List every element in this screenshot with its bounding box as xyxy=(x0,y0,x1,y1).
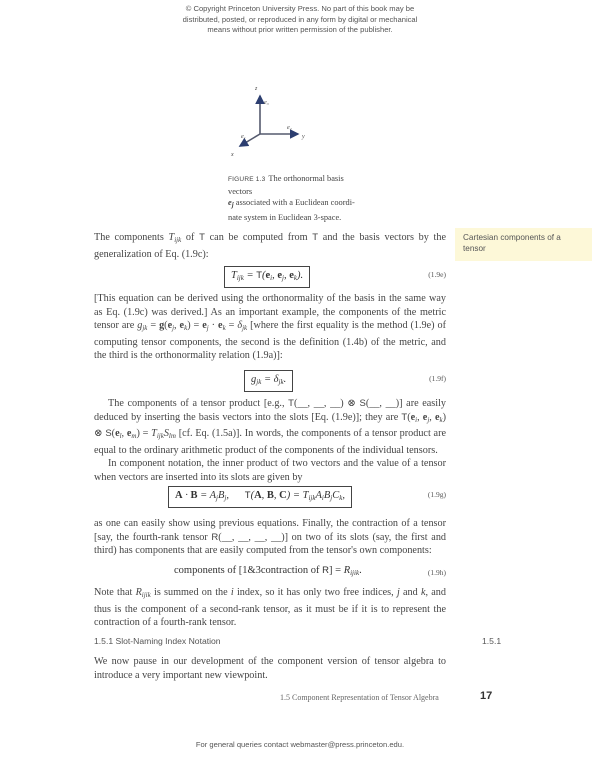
figure-label: FIGURE 1.3 xyxy=(228,176,266,183)
svg-text:e₁: e₁ xyxy=(241,134,246,140)
svg-text:z: z xyxy=(255,86,258,92)
caption-line-3: nate system in Euclidean 3-space. xyxy=(228,212,342,222)
svg-text:x: x xyxy=(231,152,234,158)
section-heading: 1.5.1 Slot-Naming Index Notation xyxy=(94,636,221,646)
caption-line-1: The orthonormal basis vectors xyxy=(228,174,344,196)
equation-box: $g_{jk} = \delta_{jk}$. xyxy=(244,370,293,392)
copyright-line-1: © Copyright Princeton University Press. No part of this book may be xyxy=(185,4,415,13)
paragraph-1: The components $T_{ijk}$ of T can be computed from T and the basis vectors by the generalization of Eq. (1.9c): xyxy=(94,232,446,260)
copyright-line-3: means without prior written permission of the publisher. xyxy=(207,25,393,34)
equation-1-9f xyxy=(94,370,446,392)
section-margin-number: 1.5.1 xyxy=(482,636,502,646)
equation-number: (1.9g) xyxy=(427,490,446,499)
figure-caption: FIGURE 1.3 The orthonormal basis vectors $e_j$ associated with a Euclidean coordi- nate system in Euclidean 3-space. xyxy=(228,174,355,222)
basis-vector-figure xyxy=(228,82,328,162)
paragraph-7 xyxy=(94,655,446,682)
equation-1-9e xyxy=(94,266,446,288)
equation-box: $T_{ijk} = T(e_i$, $e_j$, $e_k$). xyxy=(224,266,310,288)
axes-diagram-icon xyxy=(228,82,328,162)
paragraph-5: as one can easily show using previous equations. Finally, the contraction of a tensor [say, the fourth-rank tensor R(__, __, __, __)] on two of its slots (say, the first and third) has components that are easily computed from the tensor's own components: xyxy=(94,518,447,557)
equation-1-9g xyxy=(94,486,446,508)
caption-line-2: associated with a Euclidean coordi- xyxy=(235,198,355,207)
page-number: 17 xyxy=(480,690,493,702)
copyright-notice xyxy=(0,4,600,36)
paragraph-2: [This equation can be derived using the orthonormality of the basis in the same way as Eq. (1.9c) was derived.] As an important example, the components of the metric tensor are $g_{jk} = g(e_j$, $e_k) = e_j \cdot e_k = \delta_{jk}$ [where the first equality is the method (1.9e) of computing tensor components, the second is the definition (1.4b) of the metric, and the third is the orthonormality relation (1.9a)]: xyxy=(94,293,446,362)
paragraph-6: Note that $R_{ijik}$ is summed on the i index, so it has only two free indices, j and k, and thus is the component of a second-rank tensor, as it must be if it is to represent the contraction of a fourth-rank tensor. xyxy=(94,587,446,629)
svg-text:e₂: e₂ xyxy=(287,125,292,131)
equation-text: components of [1&3contraction of $R] = R_{ijik}$. xyxy=(174,565,362,577)
paragraph-3: The components of a tensor product [e.g., T(__, __, __) ⊗ S(__, __)] are easily deduced by inserting the basis vectors into the slots [Eq. (1.9e)]; they are $T(e_i$, $e_j$, $e_k$) ⊗ $S(e_l$, $e_m) = T_{ijk}S_{lm}$ [cf. Eq. (1.5a)]. In words, the components of a tensor product are equal to the ordinary arithmetic product of the components of the individual tensors. In component notation, the inner product of two vectors and the value of a tensor when vectors are inserted into its slots are given by xyxy=(94,398,447,483)
paragraph-7-text: We now pause in our development of the component version of tensor algebra to introduce a very important new viewpoint. xyxy=(94,656,446,681)
svg-text:y: y xyxy=(302,134,305,140)
equation-number: (1.9f) xyxy=(429,374,446,383)
copyright-line-2: distributed, posted, or reproduced in any form by digital or mechanical xyxy=(182,14,418,24)
equation-number: (1.9h) xyxy=(427,568,446,577)
equation-1-9h xyxy=(94,564,446,586)
running-footer: 1.5 Component Representation of Tensor Algebra xyxy=(280,693,439,702)
equation-box: $A \cdot B = A_jB_j$, T(A, B, $C) = T_{ijk}A_iB_jC_k$, xyxy=(168,486,352,508)
equation-number: (1.9e) xyxy=(428,270,446,279)
contact-footer: For general queries contact webmaster@press.princeton.edu. xyxy=(195,740,405,749)
svg-text:e₃: e₃ xyxy=(264,100,269,106)
margin-note-cartesian-components: Cartesian components of a tensor xyxy=(455,228,592,261)
